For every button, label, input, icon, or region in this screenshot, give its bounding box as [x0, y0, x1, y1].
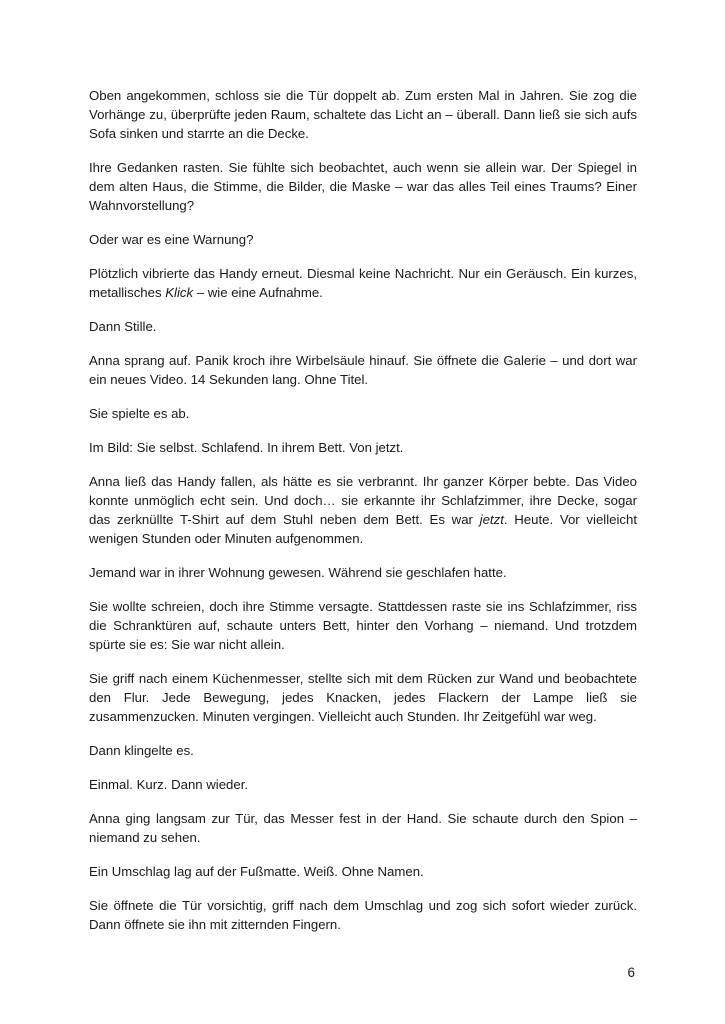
text-run: Anna ging langsam zur Tür, das Messer fest in der Hand. Sie schaute durch den Spion – niemand zu sehen.: [89, 811, 637, 845]
text-run: Dann klingelte es.: [89, 743, 194, 758]
text-run: Jemand war in ihrer Wohnung gewesen. Während sie geschlafen hatte.: [89, 565, 507, 580]
page-number: 6: [627, 965, 635, 980]
text-run: Einmal. Kurz. Dann wieder.: [89, 777, 249, 792]
text-run: . Heute. Vor vielleicht wenigen Stunden oder Minuten aufgenommen.: [89, 512, 637, 546]
text-run: Oben angekommen, schloss sie die Tür doppelt ab. Zum ersten Mal in Jahren. Sie zog die Vorhänge zu, überprüfte jeden Raum, schaltete das Licht an – überall. Dann ließ sie sich aufs Sofa sinken und starrte an die Decke.: [89, 88, 637, 141]
text-run: Plötzlich vibrierte das Handy erneut. Diesmal keine Nachricht. Nur ein Geräusch. Ein kurzes, metallisches: [89, 266, 637, 300]
paragraph: [89, 158, 637, 215]
text-run: – wie eine Aufnahme.: [193, 285, 323, 300]
text-run: Oder war es eine Warnung?: [89, 232, 254, 247]
text-run: Sie spielte es ab.: [89, 406, 190, 421]
text-run: Anna ließ das Handy fallen, als hätte es sie verbrannt. Ihr ganzer Körper bebte. Das Video konnte unmöglich echt sein. Und doch… sie erkannte ihr Schlafzimmer, ihre Decke, sogar das zerknüllte T-Shirt auf dem Stuhl neben dem Bett. Es war: [89, 474, 637, 527]
paragraph: [89, 775, 637, 794]
paragraph: [89, 597, 637, 654]
text-run: Im Bild: Sie selbst. Schlafend. In ihrem Bett. Von jetzt.: [89, 440, 404, 455]
text-run: Anna sprang auf. Panik kroch ihre Wirbelsäule hinauf. Sie öffnete die Galerie – und dort war ein neues Video. 14 Sekunden lang. Ohne Titel.: [89, 353, 637, 387]
paragraph: [89, 230, 637, 249]
paragraph: [89, 86, 637, 143]
emphasized-text: jetzt: [479, 512, 504, 527]
text-run: Sie griff nach einem Küchenmesser, stellte sich mit dem Rücken zur Wand und beobachtete den Flur. Jede Bewegung, jedes Knacken, jedes Flackern der Lampe ließ sie zusammenzucken. Minuten vergingen. Vielleicht auch Stunden. Ihr Zeitgefühl war weg.: [89, 671, 637, 724]
text-run: Dann Stille.: [89, 319, 157, 334]
paragraph: [89, 351, 637, 389]
emphasized-text: Klick: [165, 285, 194, 300]
paragraph: [89, 809, 637, 847]
paragraph: [89, 264, 637, 302]
text-run: Sie wollte schreien, doch ihre Stimme versagte. Stattdessen raste sie ins Schlafzimmer, riss die Schranktüren auf, schaute unters Bett, hinter den Vorhang – niemand. Und trotzdem spürte sie es: Sie war nicht allein.: [89, 599, 637, 652]
text-run: Sie öffnete die Tür vorsichtig, griff nach dem Umschlag und zog sich sofort wieder zurück. Dann öffnete sie ihn mit zitternden Fingern.: [89, 898, 637, 932]
paragraph: [89, 896, 637, 934]
paragraph: [89, 438, 637, 457]
paragraph: [89, 404, 637, 423]
paragraph: [89, 669, 637, 726]
paragraph: [89, 862, 637, 881]
paragraph: [89, 472, 637, 548]
paragraph: [89, 741, 637, 760]
body-text: [89, 86, 637, 949]
paragraph: [89, 317, 637, 336]
text-run: Ihre Gedanken rasten. Sie fühlte sich beobachtet, auch wenn sie allein war. Der Spiegel in dem alten Haus, die Stimme, die Bilder, die Maske – war das alles Teil eines Traums? Einer Wahnvorstellung?: [89, 160, 637, 213]
paragraph: [89, 563, 637, 582]
text-run: Ein Umschlag lag auf der Fußmatte. Weiß. Ohne Namen.: [89, 864, 424, 879]
